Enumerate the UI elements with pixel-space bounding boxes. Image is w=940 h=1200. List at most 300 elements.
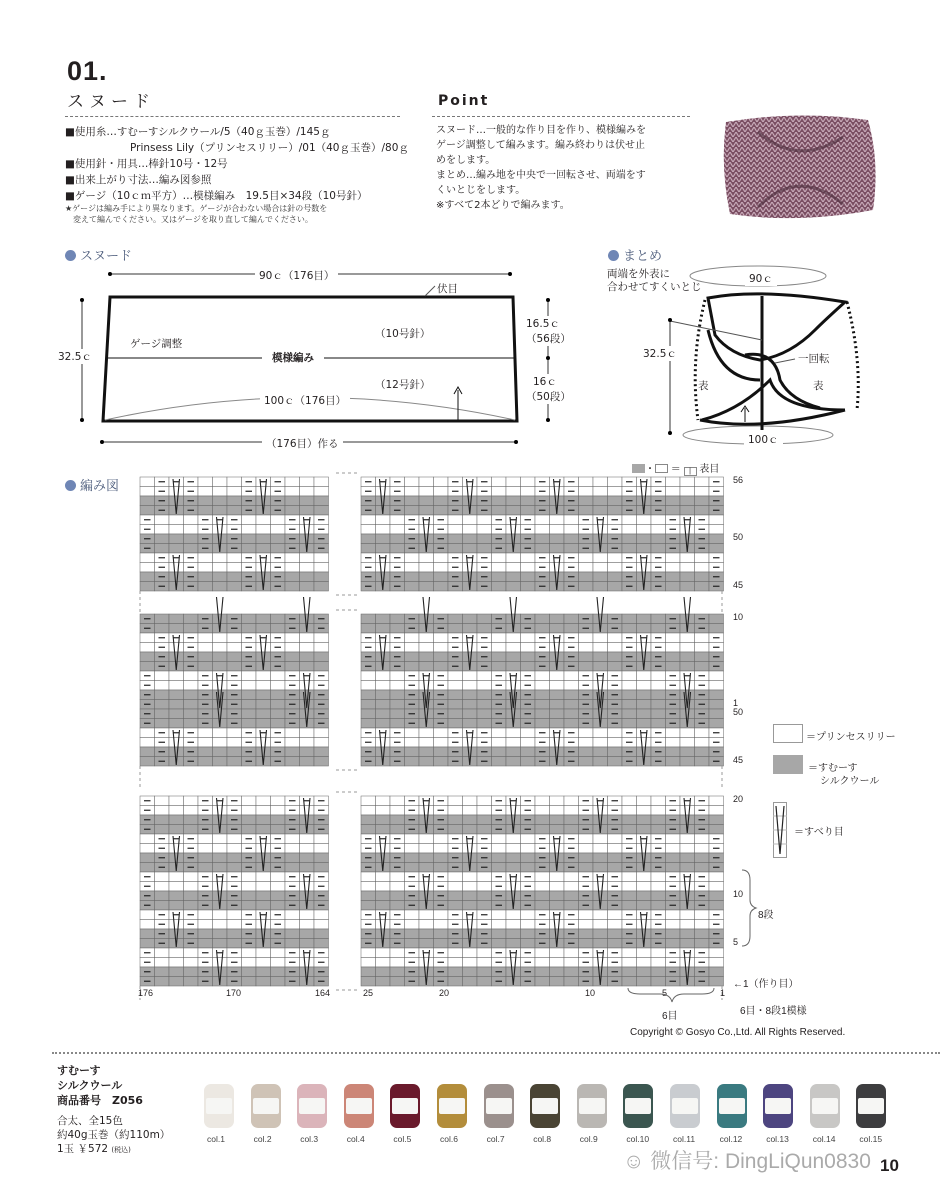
chart-cell (198, 863, 213, 873)
chart-cell (477, 700, 492, 710)
legend-gray-label-2: シルクウール (820, 776, 880, 787)
chart-cell (680, 553, 695, 563)
chart-cell (709, 967, 724, 977)
chart-cell (285, 652, 300, 662)
chart-cell (213, 882, 228, 892)
row-label: 10 (733, 889, 744, 899)
chart-cell (256, 738, 271, 748)
chart-cell (579, 506, 594, 516)
chart-cell (463, 977, 478, 987)
chart-cell (198, 553, 213, 563)
chart-cell (463, 958, 478, 968)
chart-cell (477, 901, 492, 911)
chart-cell (506, 910, 521, 920)
chart-cell (651, 614, 666, 624)
chart-cell (361, 614, 376, 624)
chart-cell (184, 958, 199, 968)
chart-cell (434, 863, 449, 873)
chart-cell (680, 920, 695, 930)
chart-cell (314, 844, 329, 854)
chart-cell (492, 652, 507, 662)
chart-cell (506, 643, 521, 653)
repeat-cols: 6目 (662, 1011, 678, 1022)
chart-cell (579, 728, 594, 738)
chart-cell (622, 624, 637, 634)
chart-cell (300, 652, 315, 662)
pattern-number: 01. (67, 56, 108, 86)
chart-cell (169, 796, 184, 806)
chart-cell (579, 477, 594, 487)
chart-cell (242, 534, 257, 544)
chart-cell (213, 477, 228, 487)
chart-cell (390, 544, 405, 554)
chart-cell (608, 572, 623, 582)
chart-cell (680, 815, 695, 825)
chart-cell (213, 738, 228, 748)
chart-cell (169, 901, 184, 911)
chart-cell (140, 728, 155, 738)
chart-cell (477, 825, 492, 835)
chart-cell (550, 901, 565, 911)
product-tax: (税込) (111, 1146, 131, 1154)
chart-cell (155, 709, 170, 719)
chart-cell (434, 929, 449, 939)
chart-cell (680, 572, 695, 582)
chart-cell (608, 582, 623, 592)
chart-cell (361, 891, 376, 901)
chart-cell (680, 939, 695, 949)
face-left-label: 表 (698, 380, 709, 392)
chart-cell (227, 477, 242, 487)
chart-cell (419, 757, 434, 767)
wechat-icon: ☺ (623, 1150, 651, 1173)
chart-cell (285, 496, 300, 506)
chart-cell (256, 652, 271, 662)
chart-cell (300, 496, 315, 506)
chart-cell (492, 834, 507, 844)
chart-cell (376, 643, 391, 653)
chart-cell (434, 506, 449, 516)
chart-cell (227, 643, 242, 653)
chart-cell (448, 700, 463, 710)
chart-cell (709, 515, 724, 525)
chart-cell (492, 757, 507, 767)
chart-cell (376, 709, 391, 719)
chart-cell (463, 948, 478, 958)
finishing-note-2: 合わせてすくいとじ (607, 281, 702, 293)
chart-cell (608, 477, 623, 487)
chart-cell (405, 920, 420, 930)
chart-cell (198, 853, 213, 863)
chart-cell (550, 844, 565, 854)
chart-cell (227, 553, 242, 563)
chart-cell (535, 700, 550, 710)
chart-cell (477, 806, 492, 816)
chart-cell (434, 747, 449, 757)
finish-height: 32.5ｃ (643, 348, 677, 360)
chart-cell (169, 806, 184, 816)
chart-cell (695, 834, 710, 844)
chart-cell (285, 863, 300, 873)
chart-cell (593, 863, 608, 873)
chart-cell (492, 643, 507, 653)
chart-cell (680, 967, 695, 977)
chart-cell (405, 496, 420, 506)
chart-cell (169, 534, 184, 544)
chart-cell (300, 834, 315, 844)
chart-cell (256, 709, 271, 719)
chart-cell (314, 747, 329, 757)
chart-cell (390, 958, 405, 968)
chart-cell (256, 853, 271, 863)
chart-cell (492, 582, 507, 592)
yarn-label-band (299, 1098, 325, 1114)
chart-cell (169, 958, 184, 968)
chart-cell (521, 506, 536, 516)
chart-cell (666, 652, 681, 662)
chart-cell (419, 882, 434, 892)
chart-cell (651, 901, 666, 911)
chart-cell (361, 671, 376, 681)
chart-cell (463, 525, 478, 535)
chart-cell (314, 834, 329, 844)
chart-cell (477, 796, 492, 806)
chart-cell (300, 582, 315, 592)
chart-cell (198, 572, 213, 582)
yarn-color-label: col.13 (766, 1134, 789, 1144)
chart-cell (550, 700, 565, 710)
yarn-ball (344, 1084, 374, 1128)
chart-cell (376, 815, 391, 825)
chart-cell (506, 633, 521, 643)
section-label: 編み図 (80, 479, 120, 494)
chart-cell (155, 614, 170, 624)
chart-cell (184, 681, 199, 691)
chart-cell (637, 719, 652, 729)
chart-cell (463, 815, 478, 825)
chart-cell (314, 582, 329, 592)
chart-cell (651, 948, 666, 958)
chart-cell (361, 700, 376, 710)
chart-cell (637, 534, 652, 544)
chart-cell (521, 844, 536, 854)
chart-cell (593, 582, 608, 592)
yarn-color-label: col.14 (812, 1134, 836, 1144)
chart-cell (506, 882, 521, 892)
chart-cell (155, 815, 170, 825)
chart-cell (256, 872, 271, 882)
chart-cell (256, 563, 271, 573)
chart-cell (564, 901, 579, 911)
chart-cell (550, 624, 565, 634)
chart-cell (564, 700, 579, 710)
chart-cell (550, 572, 565, 582)
chart-cell (593, 690, 608, 700)
chart-cell (622, 690, 637, 700)
chart-cell (140, 853, 155, 863)
chart-cell (256, 747, 271, 757)
chart-cell (477, 958, 492, 968)
chart-cell (680, 747, 695, 757)
chart-cell (376, 825, 391, 835)
chart-cell (506, 496, 521, 506)
chart-cell (608, 506, 623, 516)
chart-cell (434, 477, 449, 487)
chart-cell (463, 719, 478, 729)
chart-cell (492, 553, 507, 563)
chart-cell (463, 671, 478, 681)
chart-cell (709, 806, 724, 816)
yarn-label-band (532, 1098, 558, 1114)
chart-cell (506, 967, 521, 977)
chart-cell (242, 690, 257, 700)
chart-cell (608, 757, 623, 767)
chart-cell (314, 939, 329, 949)
chart-cell (140, 747, 155, 757)
chart-cell (155, 700, 170, 710)
chart-cell (285, 844, 300, 854)
chart-cell (140, 844, 155, 854)
chart-cell (463, 882, 478, 892)
knit-stitch-icon: | (684, 467, 697, 476)
chart-cell (709, 719, 724, 729)
chart-cell (564, 891, 579, 901)
row-label: 45 (733, 579, 744, 590)
legend-gray-label: ＝すむーす (808, 763, 858, 774)
chart-cell (198, 477, 213, 487)
chart-cell (213, 939, 228, 949)
chart-cell (300, 477, 315, 487)
chart-cell (521, 853, 536, 863)
chart-key: ・ ＝ | 表目 (632, 460, 719, 476)
chart-cell (169, 652, 184, 662)
spec-yarn-2: Prinsess Lily（プリンセスリリー）/01（40ｇ玉巻）/80ｇ (130, 142, 409, 154)
chart-cell (477, 815, 492, 825)
yarn-ball (297, 1084, 327, 1128)
chart-cell (434, 633, 449, 643)
yarn-ball (437, 1084, 467, 1128)
chart-cell (666, 757, 681, 767)
chart-cell (285, 563, 300, 573)
chart-cell (140, 662, 155, 672)
chart-cell (492, 563, 507, 573)
chart-cell (622, 515, 637, 525)
chart-cell (256, 929, 271, 939)
repeat-rows: 8段 (758, 910, 774, 921)
chart-cell (213, 525, 228, 535)
chart-cell (651, 534, 666, 544)
chart-cell (637, 515, 652, 525)
chart-cell (680, 614, 695, 624)
chart-cell (550, 643, 565, 653)
yarn-color-label: col.4 (346, 1134, 365, 1144)
chart-cell (463, 738, 478, 748)
chart-cell (434, 563, 449, 573)
chart-cell (271, 948, 286, 958)
chart-cell (198, 757, 213, 767)
chart-cell (213, 662, 228, 672)
chart-cell (564, 815, 579, 825)
chart-cell (271, 967, 286, 977)
yarn-color-label: col.10 (626, 1134, 650, 1144)
chart-cell (271, 690, 286, 700)
chart-cell (593, 633, 608, 643)
chart-cell (506, 728, 521, 738)
yarn-color-label: col.11 (673, 1134, 696, 1144)
chart-cell (622, 891, 637, 901)
chart-cell (448, 719, 463, 729)
chart-cell (637, 563, 652, 573)
yarn-label-band (765, 1098, 791, 1114)
chart-cell (198, 834, 213, 844)
chart-cell (405, 728, 420, 738)
chart-cell (521, 553, 536, 563)
chart-cell (300, 709, 315, 719)
finish-top-width: 90ｃ (745, 271, 777, 286)
chart-cell (622, 525, 637, 535)
chart-cell (434, 652, 449, 662)
chart-cell (390, 700, 405, 710)
chart-cell (564, 681, 579, 691)
chart-cell (666, 853, 681, 863)
chart-cell (361, 534, 376, 544)
chart-cell (390, 901, 405, 911)
chart-cell (419, 525, 434, 535)
chart-cell (300, 853, 315, 863)
chart-cell (506, 690, 521, 700)
chart-cell (361, 958, 376, 968)
chart-cell (695, 853, 710, 863)
chart-cell (579, 553, 594, 563)
chart-cell (419, 614, 434, 624)
chart-cell (593, 652, 608, 662)
yarn-label-band (579, 1098, 605, 1114)
chart-cell (184, 806, 199, 816)
chart-cell (535, 671, 550, 681)
chart-cell (622, 901, 637, 911)
chart-cell (390, 525, 405, 535)
chart-cell (564, 515, 579, 525)
chart-cell (651, 882, 666, 892)
chart-cell (666, 747, 681, 757)
chart-cell (314, 553, 329, 563)
point-line: まとめ…編み地を中央で一回転させ、両端をす (436, 170, 646, 181)
chart-cell (405, 757, 420, 767)
chart-cell (608, 652, 623, 662)
chart-cell (709, 948, 724, 958)
chart-cell (390, 967, 405, 977)
chart-cell (506, 614, 521, 624)
chart-cell (256, 624, 271, 634)
chart-cell (622, 815, 637, 825)
chart-cell (271, 891, 286, 901)
chart-cell (300, 681, 315, 691)
chart-cell (419, 553, 434, 563)
chart-cell (535, 624, 550, 634)
chart-cell (256, 496, 271, 506)
chart-cell (492, 738, 507, 748)
chart-cell (550, 525, 565, 535)
chart-cell (213, 815, 228, 825)
chart-cell (521, 834, 536, 844)
chart-cell (419, 844, 434, 854)
chart-cell (637, 825, 652, 835)
chart-cell (448, 815, 463, 825)
pattern-label: 模様編み (262, 350, 324, 365)
chart-cell (695, 728, 710, 738)
chart-cell (213, 967, 228, 977)
chart-cell (256, 525, 271, 535)
chart-cell (637, 806, 652, 816)
chart-cell (419, 563, 434, 573)
yarn-ball (763, 1084, 793, 1128)
chart-cell (651, 796, 666, 806)
gauge-note: ★ゲージは編み手により異なります。ゲージが合わない場合は針の号数を (65, 204, 328, 213)
chart-cell (637, 853, 652, 863)
chart-cell (285, 834, 300, 844)
chart-cell (155, 681, 170, 691)
chart-cell (535, 815, 550, 825)
yarn-label-band (858, 1098, 884, 1114)
chart-cell (709, 958, 724, 968)
chart-cell (477, 872, 492, 882)
chart-cell (271, 624, 286, 634)
chart-cell (419, 929, 434, 939)
chart-cell (564, 525, 579, 535)
chart-cell (419, 853, 434, 863)
chart-cell (521, 572, 536, 582)
chart-cell (419, 652, 434, 662)
chart-cell (695, 487, 710, 497)
chart-cell (506, 477, 521, 487)
chart-cell (463, 534, 478, 544)
yarn-label-band (812, 1098, 838, 1114)
chart-cell (666, 582, 681, 592)
chart-cell (477, 891, 492, 901)
chart-cell (579, 582, 594, 592)
row-label: 10 (733, 612, 744, 622)
chart-cell (169, 544, 184, 554)
chart-cell (361, 948, 376, 958)
chart-cell (463, 643, 478, 653)
chart-cell (550, 747, 565, 757)
chart-cell (419, 572, 434, 582)
chart-cell (361, 544, 376, 554)
row-label: 45 (733, 754, 744, 765)
chart-cell (405, 477, 420, 487)
chart-cell (271, 872, 286, 882)
key-label: 表目 (699, 464, 720, 475)
chart-cell (651, 700, 666, 710)
chart-cell (535, 948, 550, 958)
chart-cell (521, 863, 536, 873)
chart-cell (477, 948, 492, 958)
chart-cell (419, 939, 434, 949)
chart-cell (463, 929, 478, 939)
chart-cell (376, 738, 391, 748)
chart-cell (227, 747, 242, 757)
chart-cell (184, 719, 199, 729)
chart-cell (535, 525, 550, 535)
chart-cell (666, 863, 681, 873)
chart-cell (521, 496, 536, 506)
chart-cell (434, 662, 449, 672)
chart-cell (314, 496, 329, 506)
chart-cell (271, 806, 286, 816)
point-line: ゲージ調整して編みます。編み終わりは伏せ止 (436, 140, 645, 151)
chart-cell (376, 700, 391, 710)
chart-cell (463, 901, 478, 911)
